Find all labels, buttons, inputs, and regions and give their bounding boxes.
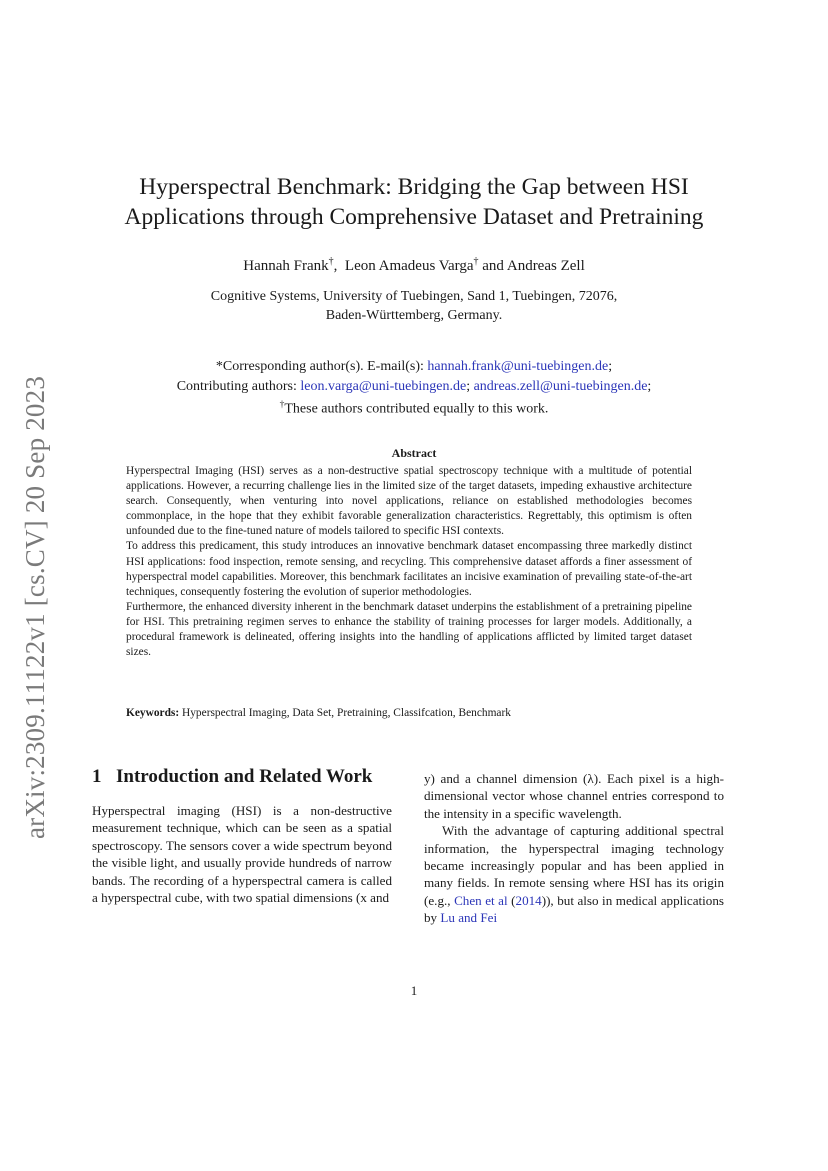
author-name: Andreas Zell bbox=[506, 258, 585, 274]
abstract-body bbox=[126, 464, 692, 660]
equal-contribution-mark: † bbox=[328, 256, 334, 267]
paragraph-text: but also in medical applications by bbox=[424, 892, 724, 926]
title-line-2: Applications through Comprehensive Dataset and Pretraining bbox=[124, 204, 704, 230]
affiliation-line-2: Baden-Württemberg, Germany. bbox=[325, 308, 503, 323]
citation-paren: ( bbox=[511, 892, 516, 908]
left-column bbox=[92, 766, 392, 906]
corresponding-email-link[interactable]: hannah.frank@uni-tuebingen.de bbox=[427, 359, 609, 374]
citation-link[interactable]: Chen et al bbox=[454, 892, 508, 908]
paragraph-text: With the advantage of capturing additional spectral information, the hyperspectral imaging technology became increasingly popular and has been applied in many fields. In remote sensing where HSI has its origin (e.g., bbox=[424, 823, 724, 908]
keywords-label: Keywords: bbox=[126, 707, 180, 719]
arxiv-identifier-stamp bbox=[16, 362, 56, 852]
author-name: Leon Amadeus Varga bbox=[344, 258, 474, 274]
section-title: Introduction and Related Work bbox=[116, 766, 373, 787]
contributor-email-link[interactable]: leon.varga@uni-tuebingen.de bbox=[300, 378, 467, 394]
keywords bbox=[126, 707, 692, 719]
keywords-list: Hyperspectral Imaging, Data Set, Pretraining, Classifcation, Benchmark bbox=[182, 707, 511, 719]
citation-link[interactable]: Lu and Fei bbox=[440, 910, 498, 926]
abstract-heading: Abstract bbox=[391, 446, 437, 460]
page-number: 1 bbox=[410, 983, 418, 998]
body-paragraph: y) and a channel dimension (λ). Each pixel is a high-dimensional vector whose channel entries correspond to the intensity in a specific wavelength. bbox=[424, 771, 724, 821]
title-line-1: Hyperspectral Benchmark: Bridging the Gap between HSI bbox=[139, 174, 689, 200]
body-paragraph bbox=[424, 822, 724, 926]
contact-block: *Corresponding author(s). E-mail(s): hannah.frank@uni-tuebingen.de; Contributing authors: leon.varga@uni-tuebingen.de; andreas.zell@uni-tuebingen.de; †These authors contributed equally to this work. bbox=[176, 359, 652, 417]
author-name: Hannah Frank bbox=[243, 258, 329, 274]
section-number: 1 bbox=[92, 766, 102, 787]
affiliation bbox=[140, 287, 688, 325]
body-paragraph: Hyperspectral imaging (HSI) is a non-destructive measurement technique, which can be seen as a spatial spectroscopy. The sensors cover a wide spectrum beyond the visible light, and usually provide hundreds of narrow bands. The recording of a hyperspectral camera is called a hyperspectral cube, with two spatial dimensions (x and bbox=[92, 803, 392, 906]
equal-contribution-note: These authors contributed equally to this work. bbox=[284, 401, 549, 417]
contributor-email-link[interactable]: andreas.zell@uni-tuebingen.de bbox=[473, 378, 648, 394]
equal-contribution-mark: † bbox=[473, 256, 479, 267]
paper-title bbox=[70, 172, 758, 232]
citation-year-link[interactable]: 2014 bbox=[515, 892, 542, 908]
abstract-paragraph: Hyperspectral Imaging (HSI) serves as a non-destructive spatial spectroscopy technique with a multitude of potential applications. However, a recurring challenge lies in the limited size of the target datasets, impeding exhaustive architecture search. Consequently, when venturing into novel applications, reliance on established methodologies becomes commonplace, in the hope that they exhibit favorable generalization characteristics. Regrettably, this optimism is often unfounded due to the fine-tuned nature of models tailored to specific HSI contexts. bbox=[126, 465, 692, 538]
citation-paren: )), bbox=[541, 892, 554, 908]
affiliation-line-1: Cognitive Systems, University of Tuebingen, Sand 1, Tuebingen, 72076, bbox=[210, 289, 618, 304]
corresponding-label: *Corresponding author(s). E-mail(s): bbox=[215, 359, 424, 374]
author-separator: and bbox=[482, 258, 504, 274]
right-column bbox=[424, 770, 724, 927]
abstract-paragraph: To address this predicament, this study introduces an innovative benchmark dataset encompassing three markedly distinct HSI applications: food inspection, remote sensing, and recycling. This comprehensive dataset affords a finer assessment of hyperspectral model capabilities. Moreover, this benchmark facilitates an incisive examination of prevailing state-of-the-art techniques, consequently fostering the evolution of superior methodologies. bbox=[126, 540, 692, 598]
author-list: Hannah Frank†, Leon Amadeus Varga† and Andreas Zell bbox=[243, 256, 585, 274]
equal-contribution-mark: † bbox=[279, 400, 285, 410]
abstract-paragraph: Furthermore, the enhanced diversity inherent in the benchmark dataset underpins the establishment of a pretraining pipeline for HSI. This pretraining regimen serves to enhance the stability of training processes for larger models. Additionally, a procedural framework is delineated, offering insights into the handling of applications afflicted by limited target dataset sizes. bbox=[126, 600, 692, 659]
arxiv-identifier-text: arXiv:2309.11122v1 [cs.CV] 20 Sep 2023 bbox=[20, 375, 51, 839]
section-heading bbox=[92, 766, 392, 788]
contributing-label: Contributing authors: bbox=[176, 378, 297, 394]
